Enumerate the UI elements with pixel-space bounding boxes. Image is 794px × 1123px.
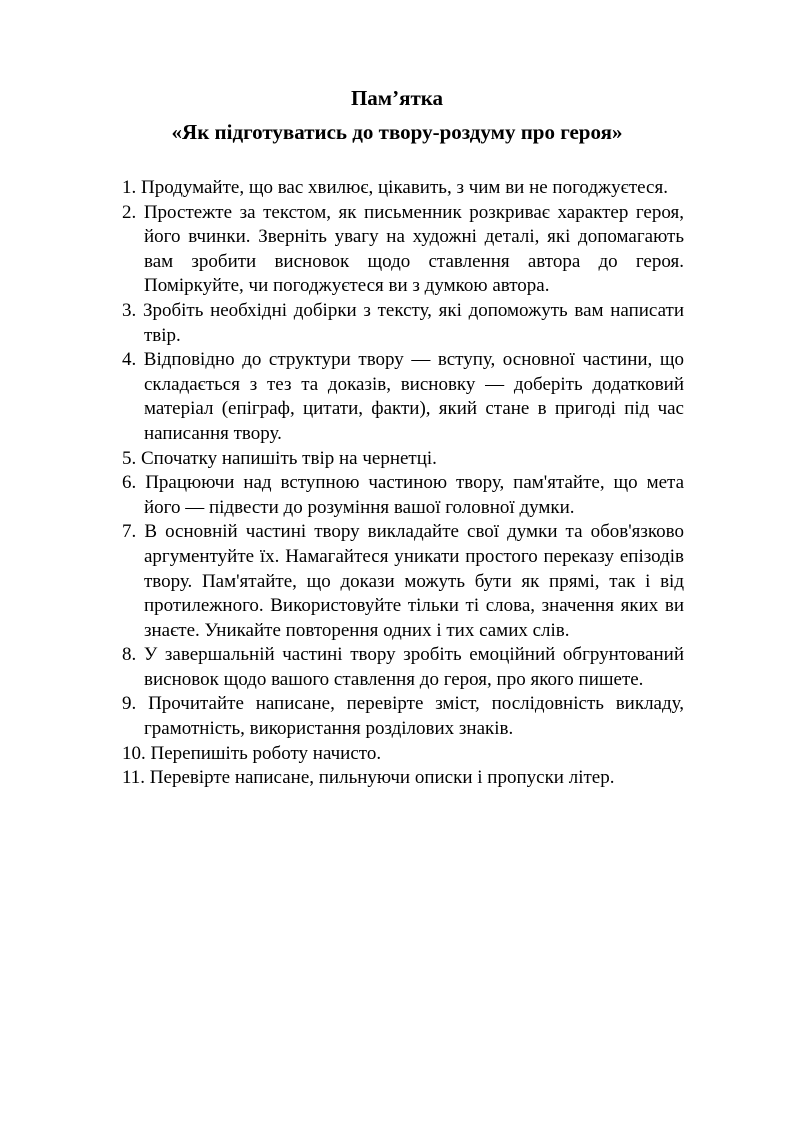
item-number: 8.: [122, 644, 137, 666]
list-item: [122, 299, 684, 348]
list-item: [122, 742, 684, 767]
list-item: [122, 348, 684, 446]
item-text: Прочитайте написане, перевірте зміст, послідовність викладу, грамотність, використання розділових знаків.: [144, 693, 685, 740]
item-text: Зробіть необхідні добірки з тексту, які допоможуть вам написати твір.: [142, 299, 685, 346]
list-item: [122, 447, 684, 472]
instruction-list: [122, 176, 684, 791]
list-item: [122, 520, 684, 643]
item-number: 9.: [122, 693, 137, 715]
item-number: 1.: [122, 177, 137, 198]
item-text: Спочатку напишіть твір на чернетці.: [141, 447, 437, 469]
item-number: 4.: [122, 349, 137, 371]
item-text: У завершальній частині твору зробіть емоційний обгрунтований висновок щодо вашого ставлення до героя, про якого пишете.: [143, 644, 684, 690]
item-number: 7.: [122, 521, 137, 543]
item-number: 10.: [122, 742, 146, 764]
list-item: [122, 692, 684, 741]
item-number: 6.: [122, 472, 137, 494]
item-text: Перепишіть роботу начисто.: [150, 742, 382, 764]
item-text: Перевірте написане, пильнуючи описки і пропуски літер.: [149, 767, 615, 789]
document-title: Пам’ятка: [350, 86, 444, 110]
item-number: 3.: [122, 299, 137, 321]
item-number: 11.: [122, 767, 146, 789]
item-text: Відповідно до структури твору — вступу, основної частини, що складається з тез та доказів, висновку — доберіть додатковий матеріал (епіграф, цитати, факти), який стане в пригоді під час написання твору.: [143, 349, 684, 444]
list-item: [122, 643, 684, 692]
list-item: [122, 766, 684, 791]
list-item: [122, 471, 684, 520]
list-item: [122, 201, 684, 299]
list-item: [122, 176, 684, 201]
item-text: В основній частині твору викладайте свої думки та обов'язково аргументуйте їх. Намагайтеся уникати простого переказу епізодів твору. Пам'ятайте, що докази можуть бути як прямі, так і від протилежного. Використовуйте тільки ті слова, значення яких ви знаєте. Уникайте повторення одних і тих самих слів.: [144, 521, 684, 641]
item-text: Працюючи над вступною частиною твору, пам'ятайте, що мета його — підвести до розуміння вашої головної думки.: [144, 472, 684, 518]
item-number: 5.: [122, 447, 137, 469]
document-subtitle: «Як підготуватись до твору-роздуму про героя»: [171, 120, 623, 144]
item-text: Продумайте, що вас хвилює, цікавить, з чим ви не погоджуєтеся.: [141, 177, 668, 198]
item-text: Простежте за текстом, як письменник розкриває характер героя, його вчинки. Зверніть увагу на художні деталі, які допомагають вам зробити висновок щодо ставлення автора до героя. Поміркуйте, чи погоджуєтеся ви з думкою автора.: [143, 201, 684, 297]
item-number: 2.: [122, 201, 137, 223]
